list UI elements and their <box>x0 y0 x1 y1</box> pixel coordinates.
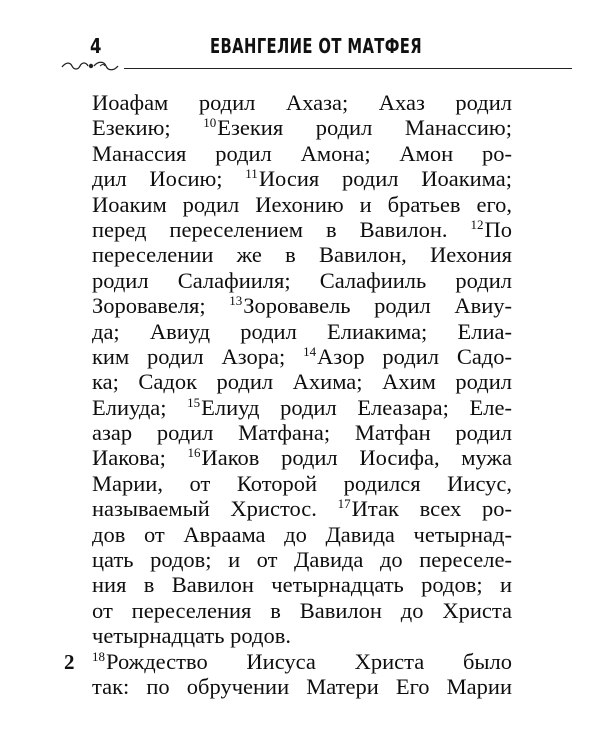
text-line: Иоаким родил Иехонию и братьев его, <box>92 191 512 217</box>
text-line: азар родил Матфана; Матфан родил <box>92 420 512 446</box>
page-number: 4 <box>90 34 102 58</box>
text-line: дов от Авраама до Давида четырнад- <box>92 521 512 547</box>
text-line: да; Авиуд родил Елиакима; Елиа- <box>92 318 512 344</box>
text-line: Зоровавеля; $^{13}$Зоровавель родил Авиу- <box>92 293 513 319</box>
text-line: ким родил Азора; $^{14}$Азор родил Садо- <box>92 343 513 369</box>
text-line: Иакова; $^{16}$Иаков родил Иосифа, мужа <box>92 445 512 471</box>
verse-number: 13 <box>229 293 243 309</box>
text-line: Иоафам родил Ахаза; Ахаз родил <box>92 90 512 115</box>
text-line: Манассия родил Амона; Амон ро- <box>92 140 512 166</box>
chapter-margin-number: 2 <box>64 650 75 674</box>
text-line: ния в Вавилон четырнадцать родов; и <box>92 572 512 598</box>
text-line: дил Иосию; $^{11}$Иосия родил Иоакима; <box>92 166 512 192</box>
page-header <box>60 28 512 74</box>
decorative-flourish-icon <box>60 58 122 74</box>
verse-number: 18 <box>92 648 105 664</box>
verse-number: 14 <box>303 343 317 359</box>
text-line: ка; Садок родил Ахима; Ахим родил <box>92 369 512 395</box>
verse-number: 11 <box>245 166 258 182</box>
header-rule <box>124 68 572 69</box>
text-line: переселении же в Вавилон, Иехония <box>92 242 512 268</box>
text-line: Езекию; $^{10}$Езекия родил Манассию; <box>92 115 512 141</box>
running-title: ЕВАНГЕЛИЕ ОТ МАТФЕЯ <box>210 34 423 58</box>
verse-number: 10 <box>203 115 217 131</box>
verse-number: 12 <box>470 216 484 232</box>
text-line: родил Салафииля; Салафииль родил <box>92 267 512 293</box>
text-line: $^{18}$Рождество Иисуса Христа было <box>92 648 512 674</box>
verse-number: 16 <box>187 445 201 461</box>
text-line: так: по обручении Матери Его Марии <box>92 673 512 699</box>
text-line: называемый Христос. $^{17}$Итак всех ро- <box>92 496 512 522</box>
text-line: перед переселением в Вавилон. $^{12}$По <box>92 216 512 242</box>
text-line: Марии, от Которой родился Иисус, <box>92 470 512 496</box>
text-line: Елиуда; $^{15}$Елиуд родил Елеазара; Еле- <box>92 394 512 420</box>
text-line: от переселения в Вавилон до Христа <box>92 597 512 623</box>
scripture-text <box>92 90 512 699</box>
text-line: цать родов; и от Давида до переселе- <box>92 547 512 573</box>
verse-number: 15 <box>187 394 201 410</box>
text-line: четырнадцать родов. <box>92 623 291 649</box>
verse-number: 17 <box>337 496 351 512</box>
